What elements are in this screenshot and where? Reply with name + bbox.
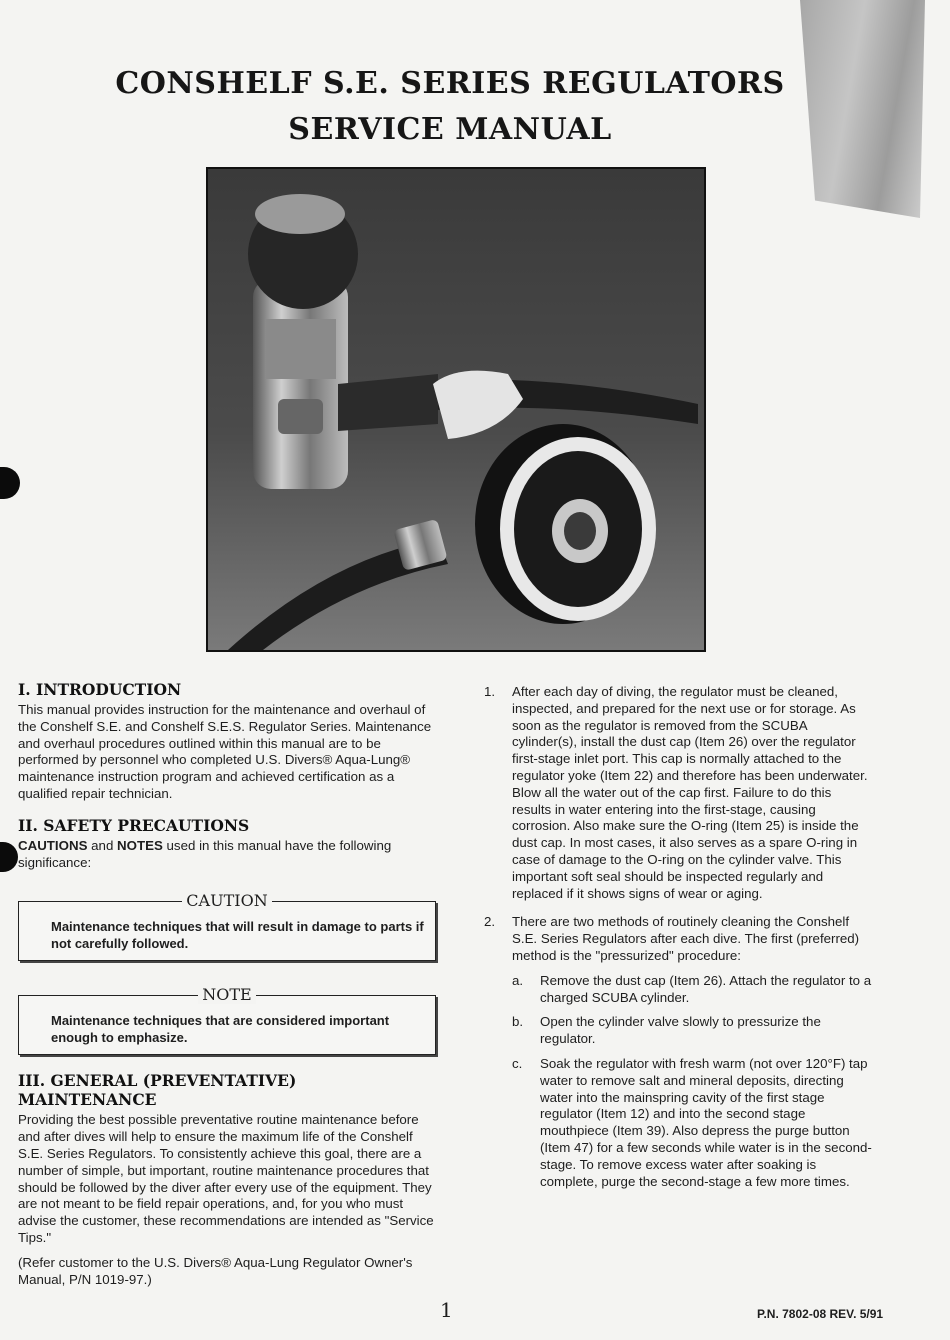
sub-list-item-text: Soak the regulator with fresh warm (not over 120°F) tap water to remove salt and mineral deposits, directing water into the mainspring cavity of the first stage regulator (Item 12) and into the second stage mouthpiece (Item 39). Also depress the purge button (Item 47) for a few seconds while water is in the second-stage. To remove excess water after soaking is complete, purge the second-stage a few more times. bbox=[540, 1055, 872, 1189]
sub-list-item-letter: a. bbox=[512, 972, 524, 988]
note-box-text: Maintenance techniques that are considered important enough to emphasize. bbox=[51, 1013, 390, 1046]
introduction-text: This manual provides instruction for the maintenance and overhaul of the Conshelf S.E. and Conshelf S.E.S. Regulator Series. Maintenance and overhaul procedures outlined within this manual are to be performed by personnel who completed U.S. Divers® Aqua-Lung® maintenance instruction program and achieved certification as a qualified repair technician. bbox=[18, 702, 432, 801]
sub-list-item bbox=[484, 1014, 874, 1048]
cautions-term: CAUTIONS bbox=[18, 837, 88, 853]
note-box-title bbox=[19, 985, 435, 1004]
safety-text bbox=[18, 838, 436, 872]
punch-hole-mark bbox=[0, 467, 20, 499]
list-item-text: There are two methods of routinely cleaning the Conshelf S.E. Series Regulators after each dive. The first (preferred) method is the "pressurized" procedure: bbox=[512, 914, 860, 963]
right-column bbox=[484, 684, 874, 1190]
list-item bbox=[484, 684, 874, 902]
sub-list-item-letter: b. bbox=[512, 1014, 524, 1030]
regulator-photo bbox=[206, 167, 706, 652]
maintenance-heading: III. GENERAL (PREVENTATIVE) MAINTENANCE bbox=[18, 1071, 297, 1110]
sub-list-item bbox=[484, 973, 874, 1007]
punch-hole-mark bbox=[0, 842, 18, 872]
list-item bbox=[484, 914, 874, 964]
corner-tape bbox=[800, 0, 925, 218]
page-number: 1 bbox=[440, 1298, 453, 1322]
notes-term: NOTES bbox=[117, 837, 163, 853]
maintenance-paragraph-2: (Refer customer to the U.S. Divers® Aqua-Lung Regulator Owner's Manual, P/N 1019-97.) bbox=[18, 1254, 413, 1287]
safety-text-rest: used in this manual have the following significance: bbox=[18, 837, 392, 870]
list-item-number: 1. bbox=[484, 684, 496, 699]
list-item-text: After each day of diving, the regulator must be cleaned, inspected, and prepared for the next use or for storage. As soon as the regulator is removed from the SCUBA cylinder(s), install the dust cap (Item 26) over the regulator first-stage inlet port. This cap is normally attached to the regulator yoke (Item 22) and therefore has been underwater. Blow all the water out of the cap first. Failure to do this results in water entering into the first-stage, causing corrosion. Also make sure the O-ring (Item 25) is inside the dust cap. In most cases, it also serves as a spare O-ring in case of damage to the O-ring on the cylinder valve. This important soft seal should be inspected regularly and replaced if it shows signs of wear or aging. bbox=[512, 684, 868, 901]
safety-heading: II. SAFETY PRECAUTIONS bbox=[18, 815, 250, 835]
note-box bbox=[18, 985, 436, 1055]
caution-box-text: Maintenance techniques that will result in damage to parts if not carefully followed. bbox=[51, 919, 424, 952]
sub-list-item-text: Open the cylinder valve slowly to pressurize the regulator. bbox=[540, 1014, 821, 1047]
safety-text-and: and bbox=[87, 837, 118, 853]
sub-list-item-text: Remove the dust cap (Item 26). Attach the regulator to a charged SCUBA cylinder. bbox=[540, 972, 872, 1005]
caution-box-title-text: CAUTION bbox=[182, 891, 271, 910]
caution-box-title bbox=[19, 891, 435, 910]
page-title: CONSHELF S.E. SERIES REGULATORS bbox=[115, 66, 785, 101]
page-subtitle: SERVICE MANUAL bbox=[288, 112, 612, 147]
caution-box bbox=[18, 891, 436, 961]
sub-list-item bbox=[484, 1056, 874, 1190]
list-item-number: 2. bbox=[484, 914, 496, 930]
note-box-title-text: NOTE bbox=[198, 985, 255, 1004]
maintenance-paragraph-1: Providing the best possible preventative routine maintenance before and after dives will help to ensure the maximum life of the Conshelf S.E. Series Regulators. To consistently achieve this goal, there are a number of simple, but important, routine maintenance procedures that should be followed by the diver after every use of the equipment. They are not meant to be field repair operations, and, for you who must advise the customer, these recommendations are intended as "Service Tips." bbox=[18, 1112, 434, 1245]
introduction-heading: I. INTRODUCTION bbox=[18, 680, 182, 699]
sub-list-item-letter: c. bbox=[512, 1055, 523, 1071]
part-number: P.N. 7802-08 REV. 5/91 bbox=[757, 1307, 884, 1321]
left-column bbox=[18, 680, 436, 1288]
